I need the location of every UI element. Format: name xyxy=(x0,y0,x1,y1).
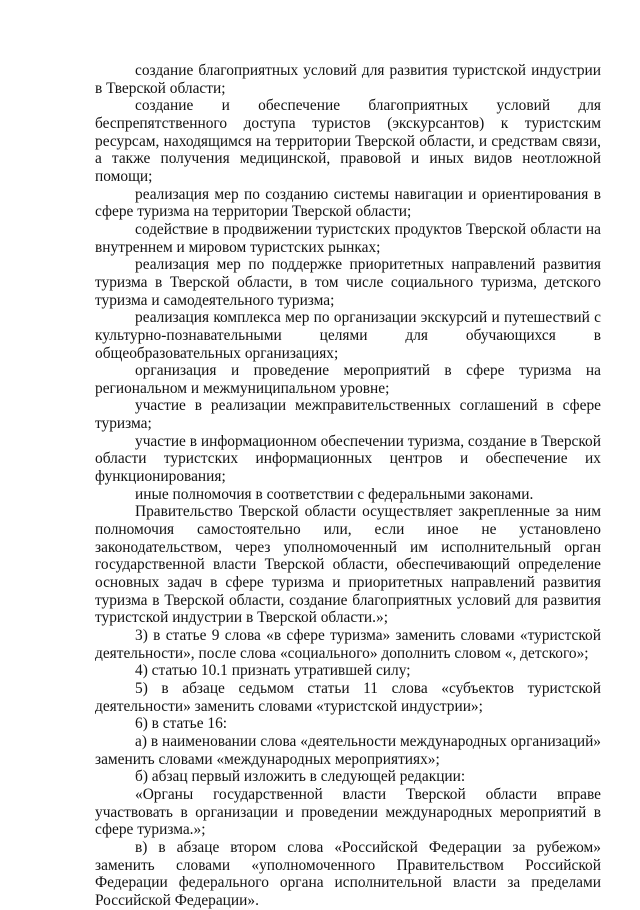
paragraph: «Органы государственной власти Тверской области вправе участвовать в организации и проведении международных мероприятий в сфере туризма.»; xyxy=(95,785,601,839)
paragraph: 6) в статье 16: xyxy=(135,715,228,733)
paragraph: создание и обеспечение благоприятных условий для беспрепятственного доступа туристов (экскурсантов) к туристским ресурсам, находящимся на территории Тверской области, и средствам связи, а также получения медицинской, правовой и иных видов неотложной помощи; xyxy=(95,97,601,185)
paragraph: 4) статью 10.1 признать утратившей силу; xyxy=(135,662,411,680)
paragraph: реализация комплекса мер по организации экскурсий и путешествий с культурно-познавательными целями для обучающихся в общеобразовательных организациях; xyxy=(95,309,601,362)
paragraph: 3) в статье 9 слова «в сфере туризма» заменить словами «туристской деятельности», после слова «социального» дополнить словом «, детского»; xyxy=(95,627,601,662)
paragraph: иные полномочия в соответствии с федеральными законами. xyxy=(135,485,534,503)
paragraph: реализация мер по поддержке приоритетных направлений развития туризма в Тверской области, в том числе социального туризма, детского туризма и самодеятельного туризма; xyxy=(95,256,601,309)
paragraph: содействие в продвижении туристских продуктов Тверской области на внутреннем и мировом туристских рынках; xyxy=(95,220,601,256)
paragraph: организация и проведение мероприятий в сфере туризма на региональном и межмуниципальном уровне; xyxy=(95,362,601,397)
paragraph: реализация мер по созданию системы навигации и ориентирования в сфере туризма на территории Тверской области; xyxy=(95,185,601,221)
paragraph: участие в реализации межправительственных соглашений в сфере туризма; xyxy=(95,397,601,433)
paragraph: б) абзац первый изложить в следующей редакции: xyxy=(135,768,466,786)
document-page xyxy=(95,62,601,910)
paragraph: Правительство Тверской области осуществляет закрепленные за ним полномочия самостоятельно или, если иное не установлено законодательством, через уполномоченный им исполнительный орган государственной власти Тверской области, обеспечивающий определение основных задач в сфере туризма и приоритетных направлений развития туризма в Тверской области, создание благоприятных условий для развития туристской индустрии в Тверской области.»; xyxy=(95,503,601,627)
paragraph: участие в информационном обеспечении туризма, создание в Тверской области туристских информационных центров и обеспечение их функционирования; xyxy=(95,432,601,486)
paragraph: создание благоприятных условий для развития туристской индустрии в Тверской области; xyxy=(95,62,601,97)
paragraph: а) в наименовании слова «деятельности международных организаций» заменить словами «международных мероприятиях»; xyxy=(95,732,601,768)
paragraph: 5) в абзаце седьмом статьи 11 слова «субъектов туристской деятельности» заменить словами «туристской индустрии»; xyxy=(95,679,601,715)
paragraph: в) в абзаце втором слова «Российской Федерации за рубежом» заменить словами «уполномоченного Правительством Российской Федерации федерального органа исполнительной власти за пределами Российской Федерации». xyxy=(95,838,601,909)
